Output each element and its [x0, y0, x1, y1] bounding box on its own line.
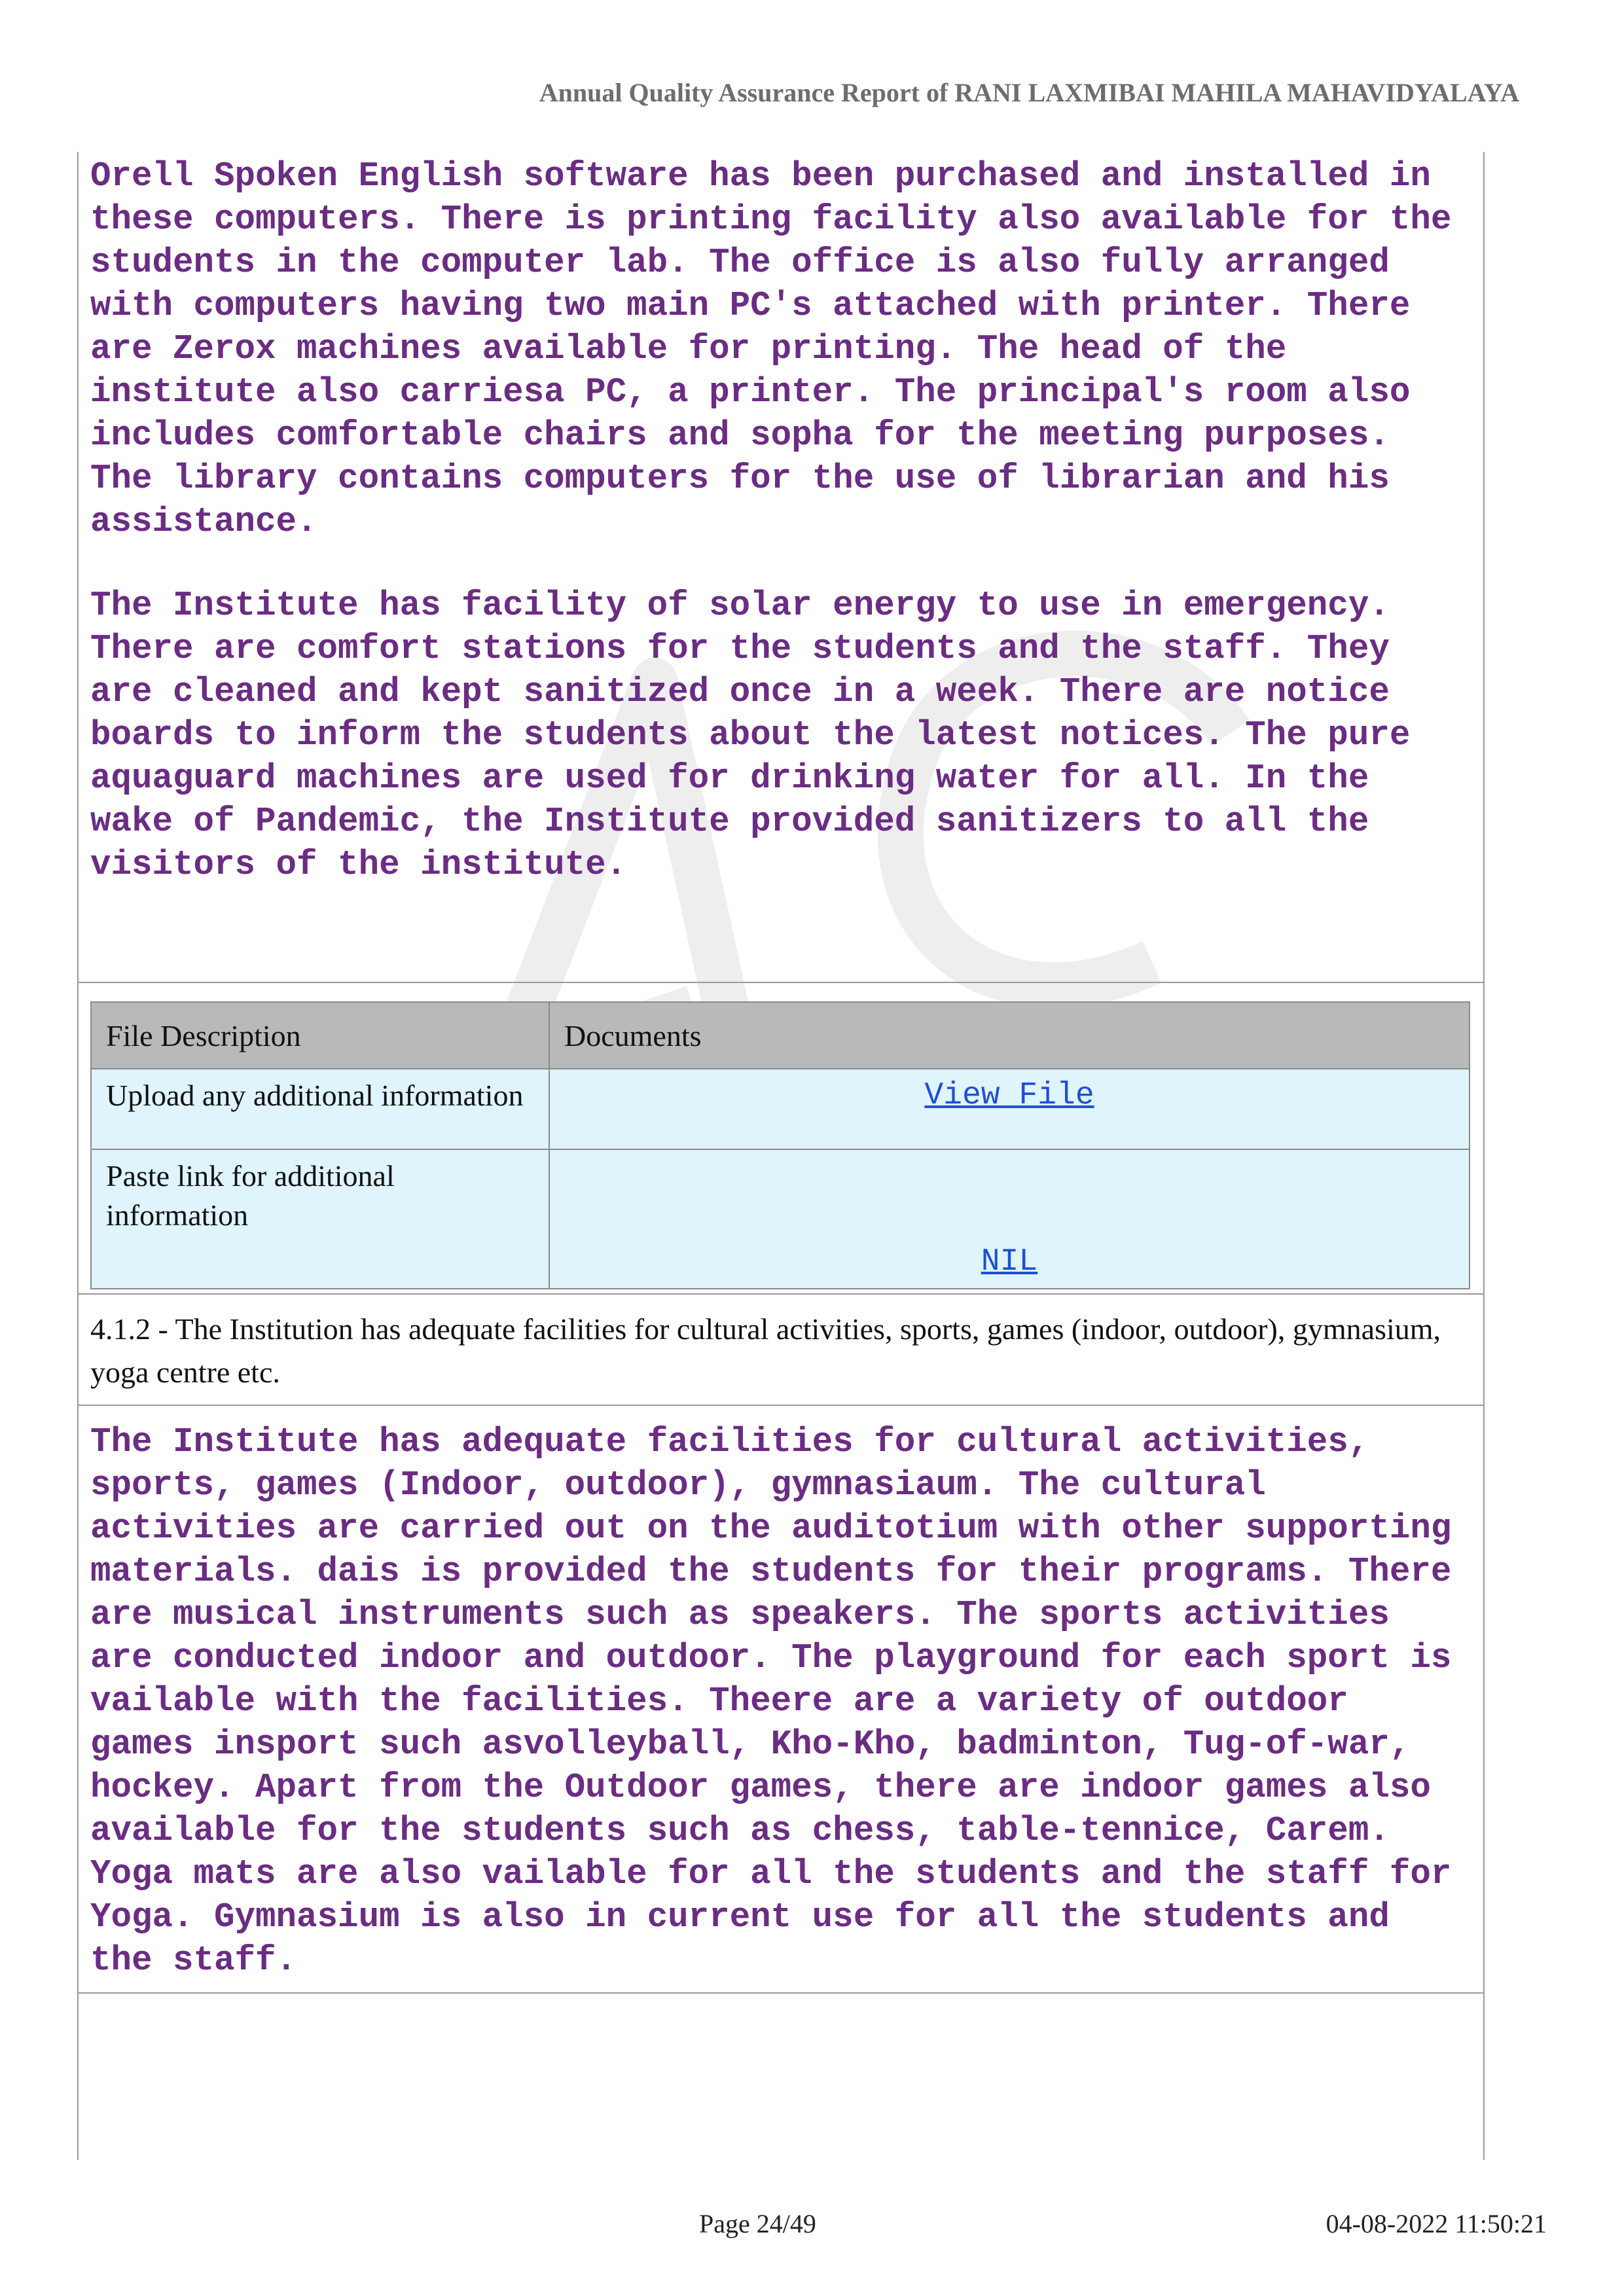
- document-link-cell: [549, 1149, 1470, 1289]
- report-header: Annual Quality Assurance Report of RANI LAXMIBAI MAHILA MAHAVIDYALAYA: [539, 78, 1519, 107]
- view-file-link[interactable]: View File: [924, 1078, 1094, 1113]
- document-link-cell: [549, 1069, 1470, 1149]
- column-header-file-description: File Description: [91, 1002, 549, 1069]
- page-number: Page 24/49: [699, 2209, 816, 2238]
- facilities-paragraph: The Institute has facility of solar energy to use in emergency. There are comfort stations for the students and the staff. They are cleaned and kept sanitized once in a week. There are notice boards to inform the students about the latest notices. The pure aquaguard machines are used for drinking water for all. In the wake of Pandemic, the Institute provided sanitizers to all the visitors of the institute.: [90, 586, 1411, 884]
- table-header-row: [91, 1002, 1470, 1069]
- file-description-cell: Paste link for additional information: [91, 1149, 549, 1289]
- question-4-1-2: 4.1.2 - The Institution has adequate facilities for cultural activities, sports, games (indoor, outdoor), gymnasium, yoga centre etc.: [90, 1312, 1441, 1389]
- divider-line: [77, 982, 1485, 983]
- answer-4-1-2: The Institute has adequate facilities for cultural activities, sports, games (Indoor, outdoor), gymnasiaum. The cultural activities are carried out on the auditotium with other supporting materials. dais is provided the students for their programs. There are musical instruments such as speakers. The sports activities are conducted indoor and outdoor. The playground for each sport is vailable with the facilities. Theere are a variety of outdoor games insport such asvolleyball, Kho-Kho, badminton, Tug-of-war, hockey. Apart from the Outdoor games, there are indoor games also available for the students such as chess, table-tennice, Carem. Yoga mats are also vailable for all the students and the staff for Yoga. Gymnasium is also in current use for all the students and the staff.: [90, 1422, 1452, 1980]
- divider-line: [77, 1405, 1485, 1406]
- table-row: [91, 1149, 1470, 1289]
- infrastructure-paragraph: Orell Spoken English software has been purchased and installed in these computers. There is printing facility also available for the students in the computer lab. The office is also fully arranged with computers having two main PC's attached with printer. There are Zerox machines available for printing. The head of the institute also carriesa PC, a printer. The principal's room also includes comfortable chairs and sopha for the meeting purposes. The library contains computers for the use of librarian and his assistance.: [90, 156, 1452, 541]
- divider-line: [77, 1992, 1485, 1994]
- table-row: [91, 1069, 1470, 1149]
- documents-table: [90, 1001, 1470, 1289]
- divider-line: [77, 1293, 1485, 1295]
- file-description-cell: Upload any additional information: [91, 1069, 549, 1149]
- nil-link[interactable]: NIL: [981, 1244, 1038, 1280]
- generated-datetime: 04-08-2022 11:50:21: [1326, 2209, 1547, 2238]
- column-header-documents: Documents: [549, 1002, 1470, 1069]
